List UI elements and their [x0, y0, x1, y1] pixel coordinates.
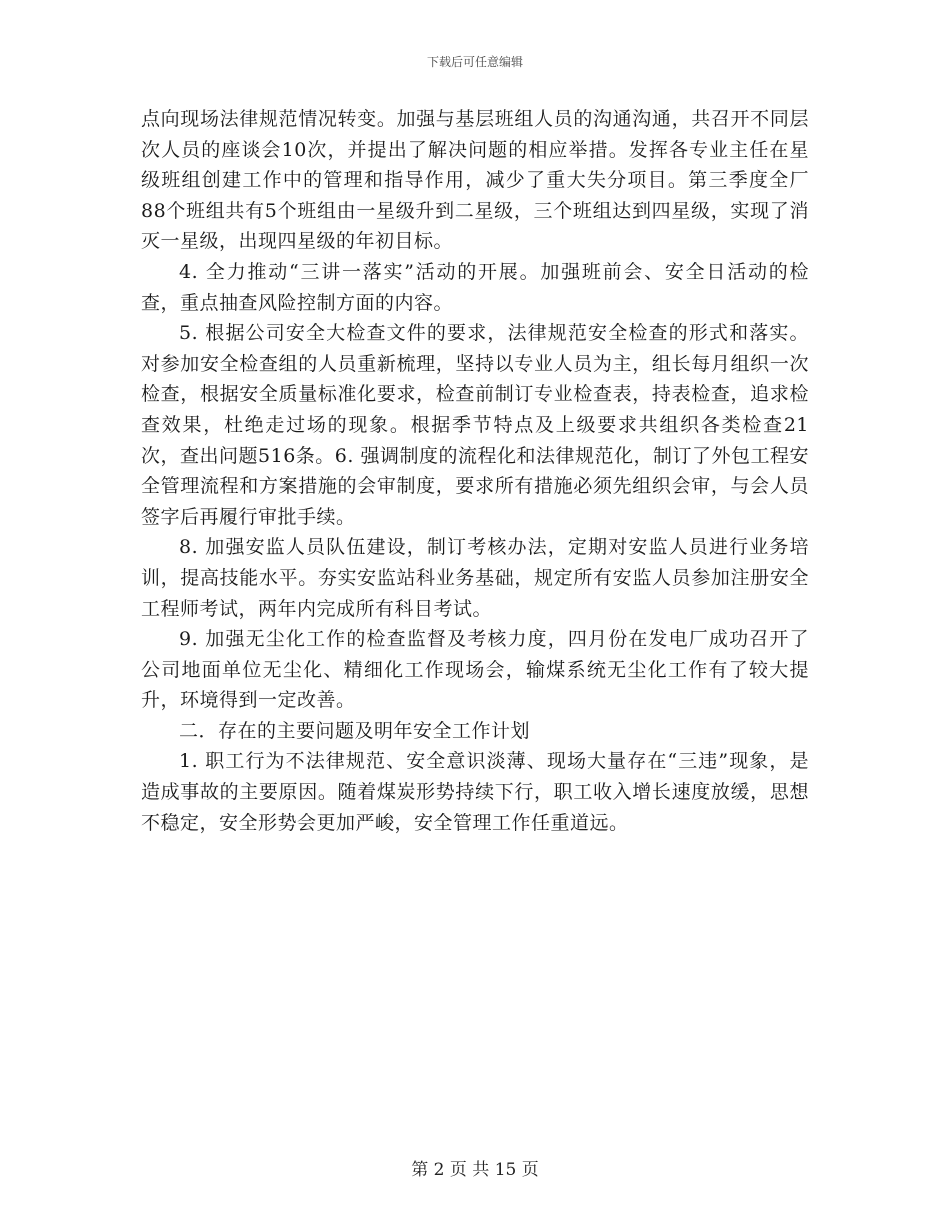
paragraph-issue-1: 1. 职工行为不法律规范、安全意识淡薄、现场大量存在“三违”现象，是造成事故的主要原因。随着煤炭形势持续下行，职工收入增长速度放缓，思想不稳定，安全形势会更加严峻，安全管理工作任重道远。 — [141, 750, 809, 834]
paragraph-continuation: 点向现场法律规范情况转变。加强与基层班组人员的沟通沟通，共召开不同层次人员的座谈会10次，并提出了解决问题的相应举措。发挥各专业主任在星级班组创建工作中的管理和指导作用，减少了重大失分项目。第三季度全厂88个班组共有5个班组由一星级升到二星级，三个班组达到四星级，实现了消灭一星级，出现四星级的年初目标。 — [141, 108, 809, 253]
page-header: 下载后可任意编辑 — [426, 55, 523, 69]
paragraph-item-4: 4. 全力推动“三讲一落实”活动的开展。加强班前会、安全日活动的检查，重点抽查风险控制方面的内容。 — [141, 260, 809, 314]
paragraph-item-8: 8. 加强安监人员队伍建设，制订考核办法，定期对安监人员进行业务培训，提高技能水平。夯实安监站科业务基础，规定所有安监人员参加注册安全工程师考试，两年内完成所有科目考试。 — [141, 536, 809, 620]
page-number-footer: 第 2 页 共 15 页 — [411, 1160, 539, 1180]
section-heading: 二．存在的主要问题及明年安全工作计划 — [179, 719, 531, 742]
document-body — [141, 104, 809, 838]
paragraph-item-5-6: 5. 根据公司安全大检查文件的要求，法律规范安全检查的形式和落实。对参加安全检查组的人员重新梳理，坚持以专业人员为主，组长每月组织一次检查，根据安全质量标准化要求，检查前制订专业检查表，持表检查，追求检查效果，杜绝走过场的现象。根据季节特点及上级要求共组织各类检查21次，查出问题516条。6. 强调制度的流程化和法律规范化，制订了外包工程安全管理流程和方案措施的会审制度，要求所有措施必须先组织会审，与会人员签字后再履行审批手续。 — [141, 322, 809, 528]
paragraph-item-9: 9. 加强无尘化工作的检查监督及考核力度，四月份在发电厂成功召开了公司地面单位无尘化、精细化工作现场会，输煤系统无尘化工作有了较大提升，环境得到一定改善。 — [141, 628, 809, 712]
